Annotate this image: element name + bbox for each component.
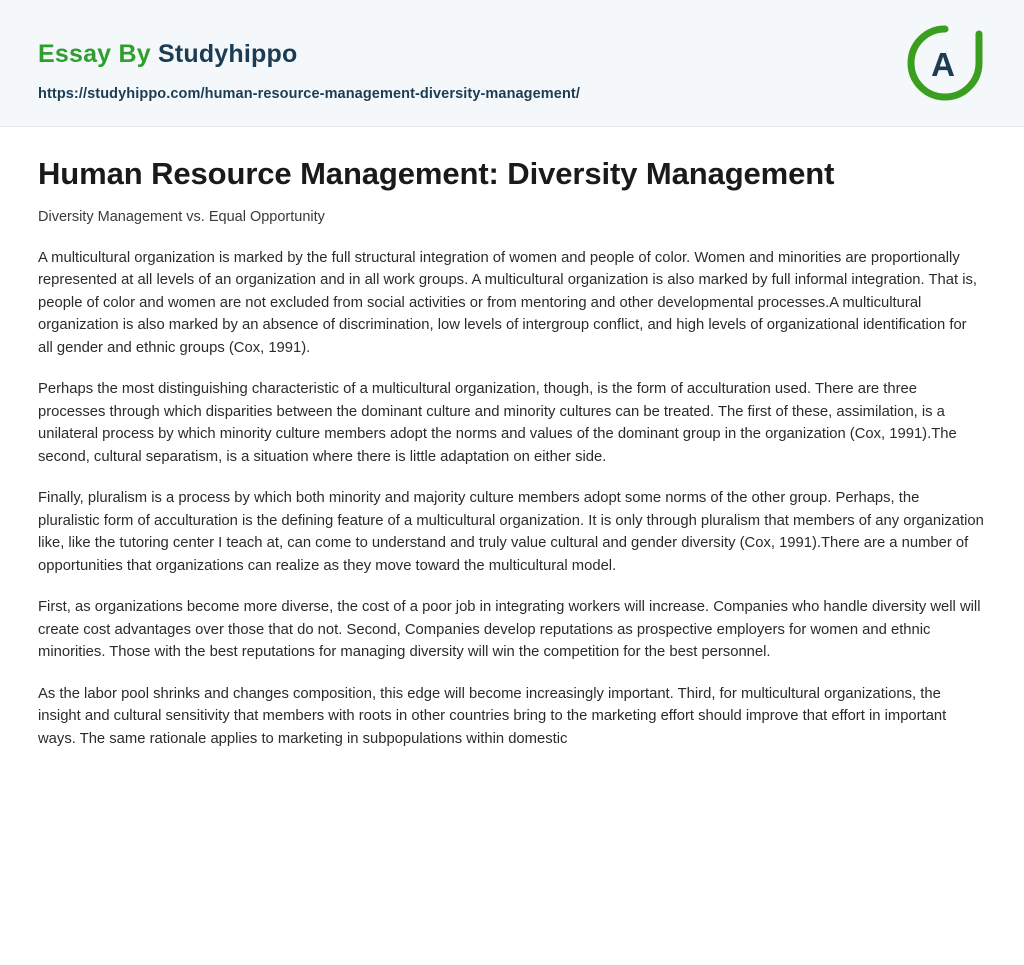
brand-name-text: Studyhippo: [157, 40, 298, 68]
document-body: [0, 127, 1024, 750]
paragraph: A multicultural organization is marked by the full structural integration of women and people of color. Women and minorities are proportionally represented at all levels of an organization and in all work groups. A multicultural organization is also marked by full informal integration. That is, people of color and women are not excluded from social activities or from mentoring and other developmental processes.A multicultural organization is also marked by an absence of discrimination, low levels of intergroup conflict, and high levels of organizational identification for all gender and ethnic groups (Cox, 1991).: [38, 249, 978, 356]
brand-essay-text: Essay: [38, 40, 112, 68]
page-header: [0, 0, 1024, 127]
svg-text:A: A: [931, 46, 955, 83]
paragraph: Finally, pluralism is a process by which both minority and majority culture members adopt some norms of the other group. Perhaps, the pluralistic form of acculturation is the defining feature of a multicultural organization. It is only through pluralism that members of any organization like, like the tutoring center I teach at, can come to understand and truly value cultural and gender diversity (Cox, 1991).There are a number of opportunities that organizations can realize as they move toward the multicultural model.: [38, 490, 984, 574]
paragraph: First, as organizations become more diverse, the cost of a poor job in integrating workers will increase. Companies who handle diversity well will create cost advantages over those that do not. Second, Companies develop reputations as prospective employers for women and ethnic minorities. Those with the best reputations for managing diversity will win the competition for the best personnel.: [38, 599, 981, 661]
brand-logotype: [38, 40, 297, 69]
document-subtitle: Diversity Management vs. Equal Opportunity: [38, 208, 325, 225]
document-paragraphs: [38, 247, 984, 750]
studyhippo-a-logo-icon: [904, 22, 986, 104]
page-title: Human Resource Management: Diversity Management: [38, 156, 835, 191]
paragraph: As the labor pool shrinks and changes composition, this edge will become increasingly important. Third, for multicultural organizations, the insight and cultural sensitivity that members with roots in other countries bring to the marketing effort should improve that effort in important ways. The same rationale applies to marketing in subpopulations within domestic: [38, 685, 947, 747]
brand-by-text: By: [118, 40, 151, 68]
paragraph: Perhaps the most distinguishing characteristic of a multicultural organization, though, is the form of acculturation used. There are three processes through which disparities between the dominant culture and minority cultures can be treated. The first of these, assimilation, is a unilateral process by which minority culture members adopt the norms and values of the dominant group in the organization (Cox, 1991).The second, cultural separatism, is a situation where there is little adaptation on either side.: [38, 381, 957, 465]
site-url: https://studyhippo.com/human-resource-management-diversity-management/: [38, 86, 580, 102]
